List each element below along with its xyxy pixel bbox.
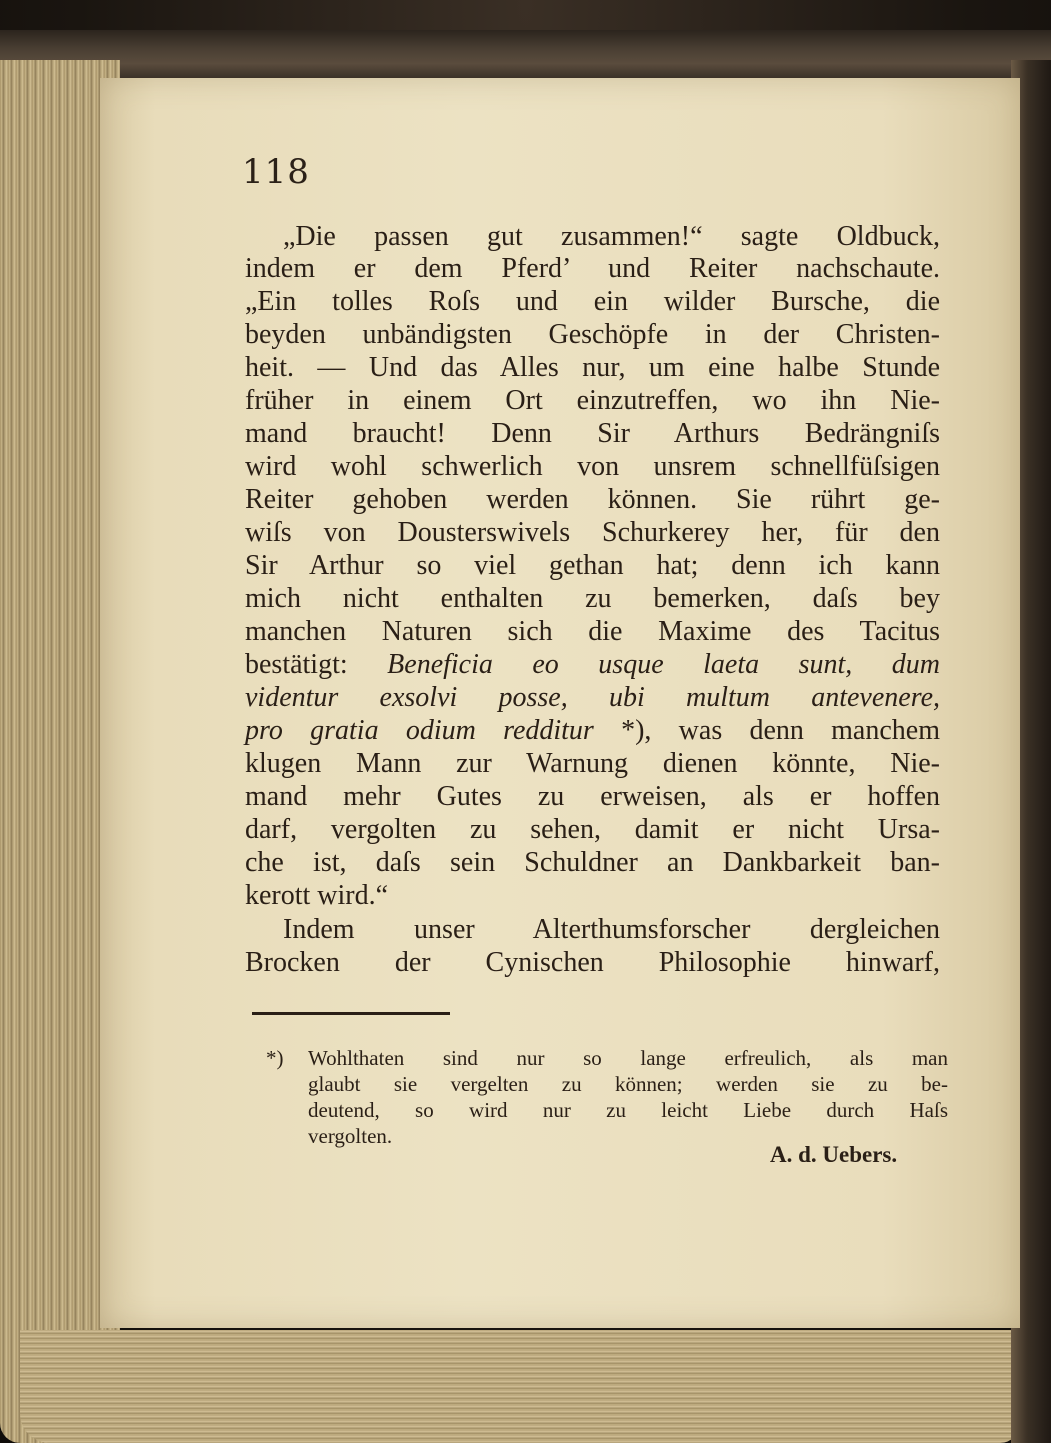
text-line: kerott wird.“ xyxy=(245,880,389,911)
text-line: „Die passen gut zusammen!“ sagte Oldbuck, xyxy=(283,221,940,252)
text-line: Sir Arthur so viel gethan hat; denn ich kann xyxy=(245,550,940,581)
footnote-rule xyxy=(252,1012,450,1015)
latin-quote: pro gratia odium redditur xyxy=(245,715,594,746)
footnote-line: glaubt sie vergelten zu können; werden sie zu be- xyxy=(308,1072,948,1096)
latin-quote: Beneficia eo usque laeta sunt, dum xyxy=(387,649,941,680)
text-line: beyden unbändigsten Geschöpfe in der Christen- xyxy=(245,319,940,350)
page-number: 118 xyxy=(242,152,310,192)
text-line: heit. — Und das Alles nur, um eine halbe Stunde xyxy=(245,352,940,383)
text-line: darf, vergolten zu sehen, damit er nicht Ursa- xyxy=(245,814,940,845)
latin-quote-line: videntur exsolvi posse, ubi multum antevenere, xyxy=(245,682,940,713)
page-edges-bottom xyxy=(20,1330,1020,1443)
text-span: bestätigt: xyxy=(245,649,388,680)
footnote-marker: *) xyxy=(266,1046,284,1070)
book-cover-top xyxy=(0,30,1051,78)
text-line: wird wohl schwerlich von unsrem schnellfüſsigen xyxy=(245,451,940,482)
footnote-line: Wohlthaten sind nur so lange erfreulich, als man xyxy=(308,1046,948,1070)
footnote-signature: A. d. Uebers. xyxy=(770,1142,898,1167)
text-line: indem er dem Pferd’ und Reiter nachschaute. xyxy=(245,253,940,284)
text-line: Indem unser Alterthumsforscher dergleichen xyxy=(283,914,940,945)
text-line: mand mehr Gutes zu erweisen, als er hoffen xyxy=(245,781,940,812)
text-span: *), was denn manchem xyxy=(593,715,940,746)
footnote-line: vergolten. xyxy=(308,1124,393,1148)
text-line: wiſs von Dousterswivels Schurkerey her, für den xyxy=(245,517,940,548)
text-line: mand braucht! Denn Sir Arthurs Bedrängniſs xyxy=(245,418,940,449)
text-line: früher in einem Ort einzutreffen, wo ihn Nie- xyxy=(245,385,940,416)
text-line-mixed xyxy=(245,714,940,748)
text-line: che ist, daſs sein Schuldner an Dankbarkeit ban- xyxy=(245,847,940,878)
text-line: „Ein tolles Roſs und ein wilder Bursche, die xyxy=(245,286,940,317)
text-line: Brocken der Cynischen Philosophie hinwarf, xyxy=(245,947,940,978)
footnote-line: deutend, so wird nur zu leicht Liebe durch Haſs xyxy=(308,1098,948,1122)
text-line-mixed xyxy=(245,648,940,682)
text-line: klugen Mann zur Warnung dienen könnte, Nie- xyxy=(245,748,940,779)
text-line: mich nicht enthalten zu bemerken, daſs bey xyxy=(245,583,940,614)
text-line: manchen Naturen sich die Maxime des Tacitus xyxy=(245,616,940,647)
text-line: Reiter gehoben werden können. Sie rührt ge- xyxy=(245,484,940,515)
